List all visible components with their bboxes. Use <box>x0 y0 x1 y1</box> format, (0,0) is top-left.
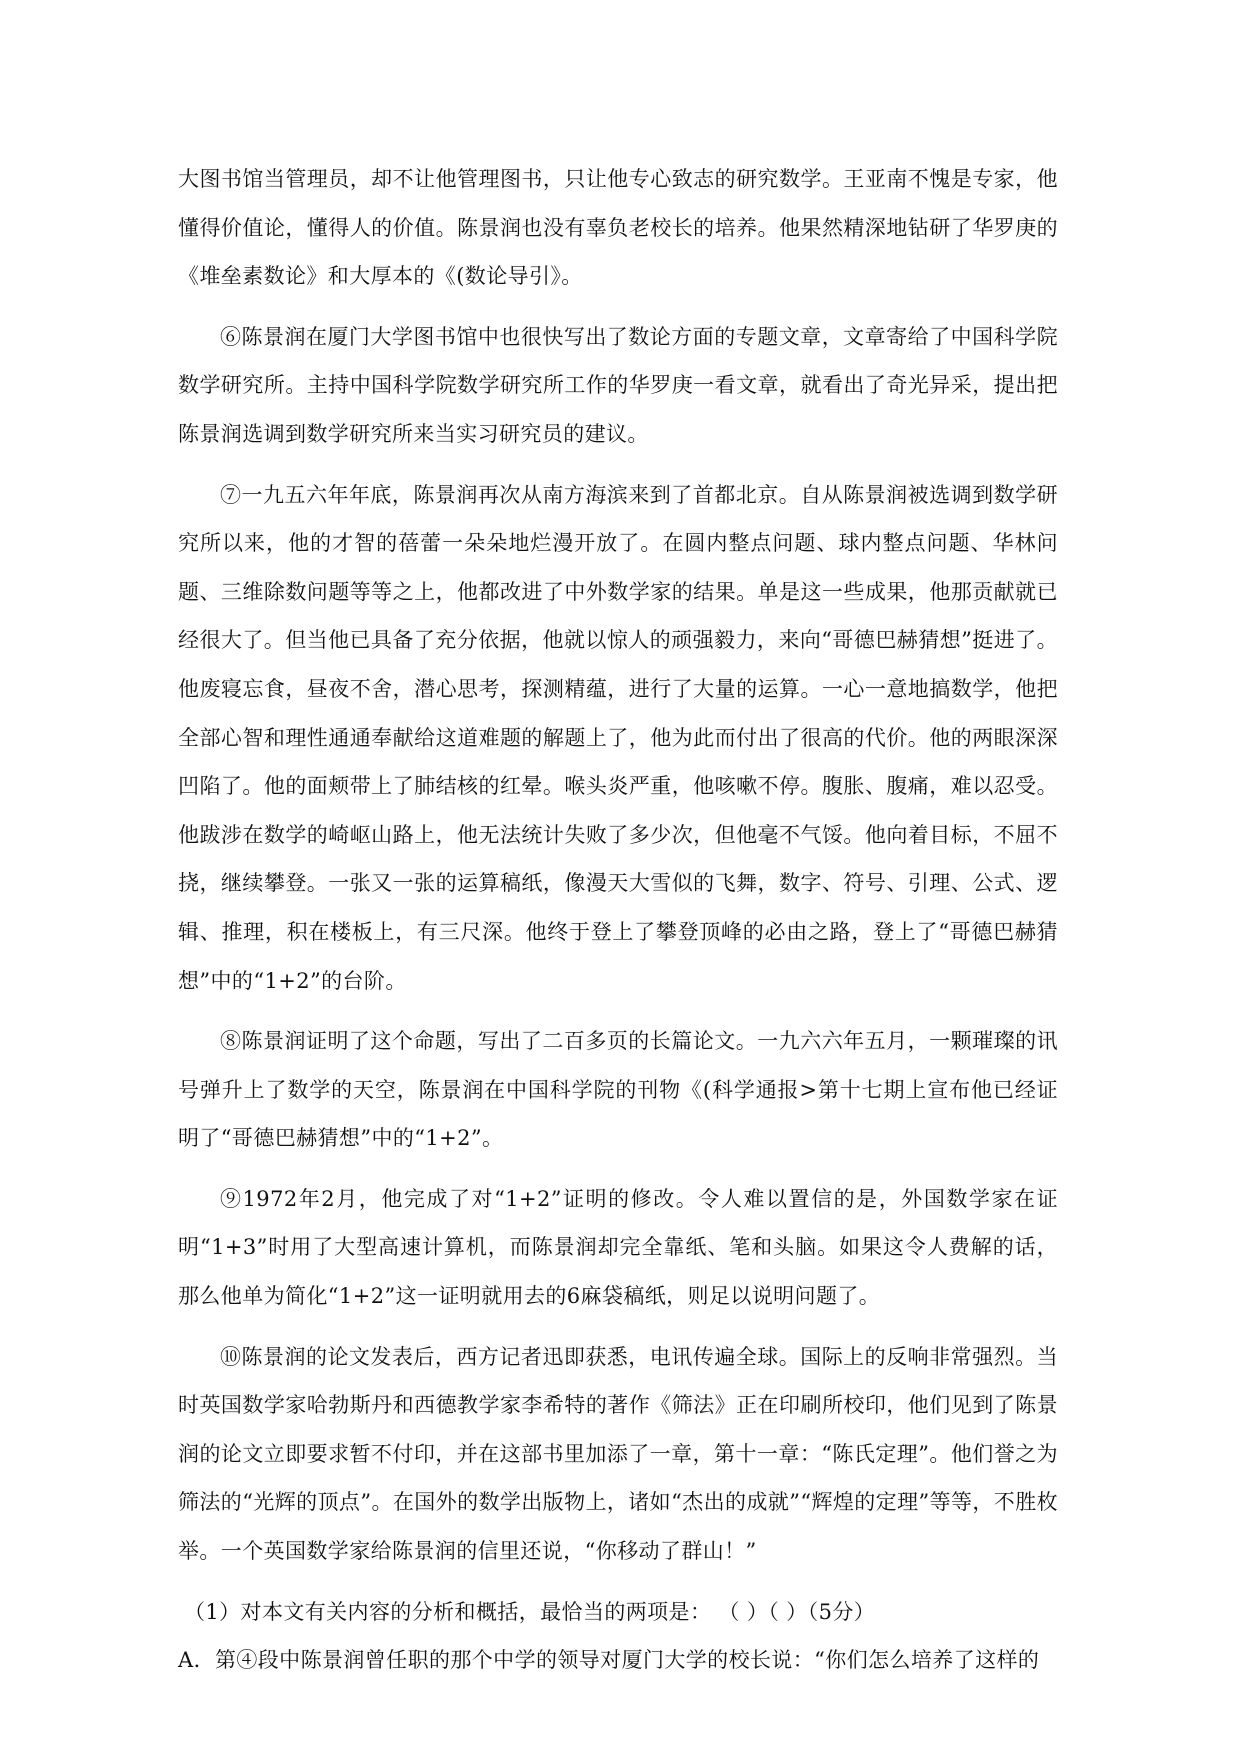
article-body <box>178 155 1058 1684</box>
paragraph-8: ⑧陈景润证明了这个命题，写出了二百多页的长篇论文。一九六六年五月，一颗璀璨的讯号弹升上了数学的天空，陈景润在中国科学院的刊物《(科学通报>第十七期上宣布他已经证明了“哥德巴赫猜想”中的“1+2”。 <box>178 1029 1058 1151</box>
paragraph-9: ⑨1972年2月，他完成了对“1+2”证明的修改。令人难以置信的是，外国数学家在证明“1+3”时用了大型高速计算机，而陈景润却完全靠纸、笔和头脑。如果这令人费解的话，那么他单为简化“1+2”这一证明就用去的6麻袋稿纸，则足以说明问题了。 <box>178 1186 1058 1309</box>
paragraph-7: ⑦一九五六年年底，陈景润再次从南方海滨来到了首都北京。自从陈景润被选调到数学研究所以来，他的才智的蓓蕾一朵朵地烂漫开放了。在圆内整点问题、球内整点问题、华林问题、三维除数问题等等之上，他都改进了中外数学家的结果。单是这一些成果，他那贡献就已经很大了。但当他已具备了充分依据，他就以惊人的顽强毅力，来向“哥德巴赫猜想”挺进了。他废寝忘食，昼夜不舍，潜心思考，探测精蕴，进行了大量的运算。一心一意地搞数学，他把全部心智和理性通通奉献给这道难题的解题上了，他为此而付出了很高的代价。他的两眼深深凹陷了。他的面颊带上了肺结核的红晕。喉头炎严重，他咳嗽不停。腹胀、腹痛，难以忍受。他跋涉在数学的崎岖山路上，他无法统计失败了多少次，但他毫不气馁。他向着目标，不屈不挠，继续攀登。一张又一张的运算稿纸，像漫天大雪似的飞舞，数字、符号、引理、公式、逻辑、推理，积在楼板上，有三尺深。他终于登上了攀登顶峰的必由之路，登上了“哥德巴赫猜想”中的“1+2”的台阶。 <box>178 482 1058 993</box>
paragraph-10: ⑩陈景润的论文发表后，西方记者迅即获悉，电讯传遍全球。国际上的反响非常强烈。当时英国数学家哈勃斯丹和西德教学家李希特的著作《筛法》正在印刷所校印，他们见到了陈景润的论文立即要求暂不付印，并在这部书里加添了一章，第十一章：“陈氏定理”。他们誉之为筛法的“光辉的顶点”。在国外的数学出版物上，诸如“杰出的成就”“辉煌的定理”等等，不胜枚举。一个英国数学家给陈景润的信里还说，“你移动了群山！” <box>178 1344 1059 1564</box>
paragraph-6: ⑥陈景润在厦门大学图书馆中也很快写出了数论方面的专题文章，文章寄给了中国科学院数学研究所。主持中国科学院数学研究所工作的华罗庚一看文章，就看出了奇光异采，提出把陈景润选调到数学研究所来当实习研究员的建议。 <box>178 324 1058 446</box>
question-1: （1）对本文有关内容的分析和概括，最恰当的两项是： （ ）（ ）（5分） <box>184 1599 876 1624</box>
option-a: A．第④段中陈景润曾任职的那个中学的领导对厦门大学的校长说：“你们怎么培养了这样的 <box>178 1647 1040 1672</box>
paragraph-5-continued: 大图书馆当管理员，却不让他管理图书，只让他专心致志的研究数学。王亚南不愧是专家，他懂得价值论，懂得人的价值。陈景润也没有辜负老校长的培养。他果然精深地钻研了华罗庚的《堆垒素数论》和大厚本的《(数论导引》。 <box>178 167 1058 289</box>
